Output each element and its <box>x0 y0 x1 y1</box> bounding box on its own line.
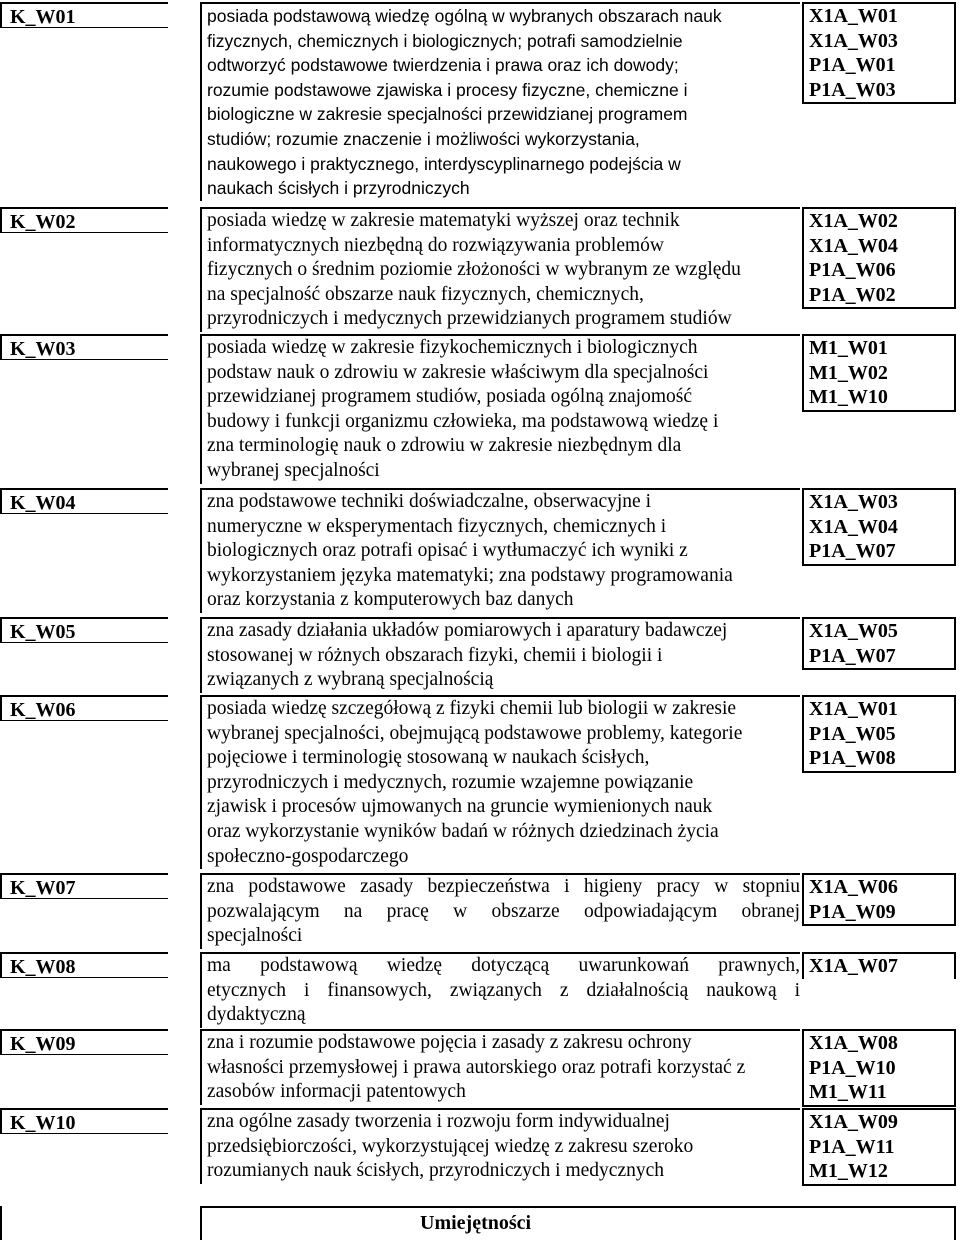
description-line: wybranej specjalności <box>207 459 380 481</box>
description-line: stosowanej w różnych obszarach fizyki, chemii i biologii i <box>207 644 663 666</box>
description-line: etycznych i finansowych, związanych z działalnością naukową i <box>207 979 800 1001</box>
description-line: rozumianych nauk ścisłych, przyrodniczych i medycznych <box>207 1160 665 1182</box>
reference-codes <box>802 334 956 412</box>
reference-code: X1A_W04 <box>809 234 898 257</box>
table-border <box>0 1206 2 1240</box>
description-line: posiada wiedzę w zakresie matematyki wyższej oraz technik <box>207 210 680 231</box>
reference-codes <box>802 873 956 926</box>
description-line: zna podstawowe techniki doświadczalne, obserwacyjne i <box>207 491 652 512</box>
description-line: posiada wiedzę szczegółową z fizyki chemii lub biologii w zakresie <box>207 698 737 719</box>
description-line: fizycznych, chemicznych i biologicznych; potrafi samodzielnie <box>207 30 683 51</box>
outcome-code: K_W01 <box>10 6 76 28</box>
outcome-code: K_W09 <box>10 1033 76 1055</box>
code-cell <box>0 488 168 514</box>
description-line: zna zasady działania układów pomiarowych i aparatury badawczej <box>207 620 728 641</box>
description-line: zna terminologię nauk o zdrowiu w zakresie niezbędnym dla <box>207 435 682 457</box>
description-line: wykorzystaniem języka matematyki; zna podstawy programowania <box>207 564 733 586</box>
description-line: zjawisk i procesów ujmowanych na gruncie wymienionych nauk <box>207 796 713 818</box>
reference-codes <box>802 488 956 566</box>
outcome-description <box>200 695 800 869</box>
outcome-description <box>200 1029 800 1105</box>
table-border <box>954 1206 956 1240</box>
outcome-code: K_W08 <box>10 956 76 978</box>
reference-codes <box>802 695 956 773</box>
reference-code: X1A_W01 <box>809 5 898 27</box>
description-line: przedsiębiorczości, wykorzystującej wiedzę z zakresu szeroko <box>207 1135 694 1157</box>
table-border <box>200 1206 956 1208</box>
description-line: przyrodniczych i medycznych przewidzianych programem studiów <box>207 308 732 330</box>
code-cell <box>0 1029 168 1055</box>
description-line: numeryczne w eksperymentach fizycznych, chemicznych i <box>207 515 667 537</box>
description-line: związanych z wybraną specjalnością <box>207 669 494 691</box>
description-line: posiada wiedzę w zakresie fizykochemicznych i biologicznych <box>207 337 698 358</box>
description-line: budowy i funkcji organizmu człowieka, ma podstawową wiedzę i <box>207 410 719 432</box>
description-line: społeczno-gospodarczego <box>207 845 409 867</box>
reference-code: M1_W01 <box>809 337 888 359</box>
reference-code: P1A_W06 <box>809 259 896 282</box>
outcome-description <box>200 952 800 1028</box>
outcome-description <box>200 207 800 332</box>
description-line: naukach ścisłych i przyrodniczych <box>207 178 470 199</box>
reference-code: M1_W11 <box>809 1081 887 1104</box>
reference-code: X1A_W09 <box>809 1111 898 1133</box>
code-cell <box>0 695 168 721</box>
outcome-code: K_W06 <box>10 699 76 721</box>
outcome-code: K_W03 <box>10 338 76 360</box>
description-line: na specjalność obszarze nauk fizycznych, chemicznych, <box>207 283 644 305</box>
description-line: oraz wykorzystanie wyników badań w różnych dziedzinach życia <box>207 820 719 842</box>
description-line: zna i rozumie podstawowe pojęcia i zasady z zakresu ochrony <box>207 1032 692 1053</box>
reference-codes <box>802 617 956 670</box>
reference-code: X1A_W05 <box>809 620 898 642</box>
outcome-description <box>200 1108 800 1184</box>
section-title: Umiejętności <box>420 1212 532 1234</box>
reference-codes <box>802 1108 956 1186</box>
outcome-code: K_W05 <box>10 621 76 643</box>
reference-code: X1A_W06 <box>809 876 898 898</box>
description-line: podstaw nauk o zdrowiu w zakresie właściwym dla specjalności <box>207 361 709 383</box>
outcome-code: K_W04 <box>10 492 76 514</box>
code-cell <box>0 207 168 233</box>
reference-code: P1A_W10 <box>809 1056 896 1079</box>
description-line: posiada podstawową wiedzę ogólną w wybranych obszarach nauk <box>207 6 722 26</box>
description-line: przyrodniczych i medycznych, rozumie wzajemne powiązanie <box>207 771 694 793</box>
reference-code: P1A_W02 <box>809 283 896 306</box>
description-line: oraz korzystania z komputerowych baz danych <box>207 589 574 611</box>
outcome-description <box>200 617 800 693</box>
description-line: biologicznych oraz potrafi opisać i wytłumaczyć ich wyniki z <box>207 540 688 562</box>
reference-codes <box>802 2 956 104</box>
description-line: zasobów informacji patentowych <box>207 1081 466 1103</box>
code-cell <box>0 952 168 978</box>
description-line: biologiczne w zakresie specjalności przewidzianej programem <box>207 104 688 125</box>
outcome-code: K_W10 <box>10 1112 76 1134</box>
description-line: dydaktyczną <box>207 1004 306 1026</box>
outcome-code: K_W07 <box>10 877 76 899</box>
reference-code: X1A_W07 <box>809 955 898 977</box>
reference-codes <box>802 952 956 979</box>
reference-code: X1A_W03 <box>809 29 898 52</box>
description-line: zna podstawowe zasady bezpieczeństwa i higieny pracy w stopniu <box>207 876 800 897</box>
description-line: zna ogólne zasady tworzenia i rozwoju form indywidualnej <box>207 1111 670 1132</box>
description-line: przewidzianej programem studiów, posiada ogólną znajomość <box>207 386 693 408</box>
outcome-description <box>200 334 800 484</box>
reference-code: P1A_W03 <box>809 78 896 101</box>
reference-code: M1_W10 <box>809 386 888 409</box>
description-line: odtworzyć podstawowe twierdzenia i prawa oraz ich dowody; <box>207 55 679 76</box>
description-line: rozumie podstawowe zjawiska i procesy fizyczne, chemiczne i <box>207 79 688 100</box>
reference-code: P1A_W05 <box>809 722 896 745</box>
description-line: studiów; rozumie znaczenie i możliwości wykorzystania, <box>207 128 640 149</box>
description-line: własności przemysłowej i prawa autorskiego oraz potrafi korzystać z <box>207 1056 746 1078</box>
reference-code: X1A_W02 <box>809 210 898 232</box>
description-line: ma podstawową wiedzę dotyczącą uwarunkowań prawnych, <box>207 955 800 976</box>
description-line: pojęciowe i terminologię stosowaną w naukach ścisłych, <box>207 747 650 769</box>
description-line: fizycznych o średnim poziomie złożoności w wybranym ze względu <box>207 259 741 281</box>
code-cell <box>0 2 168 28</box>
outcome-code: K_W02 <box>10 211 76 233</box>
reference-code: X1A_W01 <box>809 698 898 720</box>
description-line: informatycznych niezbędną do rozwiązywania problemów <box>207 234 664 256</box>
reference-code: P1A_W09 <box>809 900 896 923</box>
code-cell <box>0 873 168 899</box>
code-cell <box>0 1108 168 1134</box>
table-border <box>200 1206 202 1240</box>
outcome-description <box>200 488 800 613</box>
outcome-description <box>200 873 800 949</box>
section-header <box>0 1206 960 1240</box>
reference-code: X1A_W04 <box>809 515 898 538</box>
reference-codes <box>802 207 956 309</box>
description-line: wybranej specjalności, obejmującą podstawowe problemy, kategorie <box>207 722 743 744</box>
code-cell <box>0 617 168 643</box>
description-line: naukowego i praktycznego, interdyscyplinarnego podejścia w <box>207 153 681 174</box>
description-line: pozwalającym na pracę w obszarze odpowiadającym obranej <box>207 900 800 922</box>
reference-code: P1A_W07 <box>809 644 896 667</box>
reference-code: P1A_W01 <box>809 54 896 77</box>
reference-code: X1A_W08 <box>809 1032 898 1054</box>
reference-code: P1A_W07 <box>809 540 896 563</box>
reference-codes <box>802 1029 956 1107</box>
outcome-description <box>200 2 800 201</box>
reference-code: M1_W12 <box>809 1160 888 1183</box>
reference-code: P1A_W08 <box>809 747 896 770</box>
reference-code: P1A_W11 <box>809 1135 895 1158</box>
code-cell <box>0 334 168 360</box>
description-line: specjalności <box>207 925 303 947</box>
reference-code: X1A_W03 <box>809 491 898 513</box>
reference-code: M1_W02 <box>809 361 888 384</box>
